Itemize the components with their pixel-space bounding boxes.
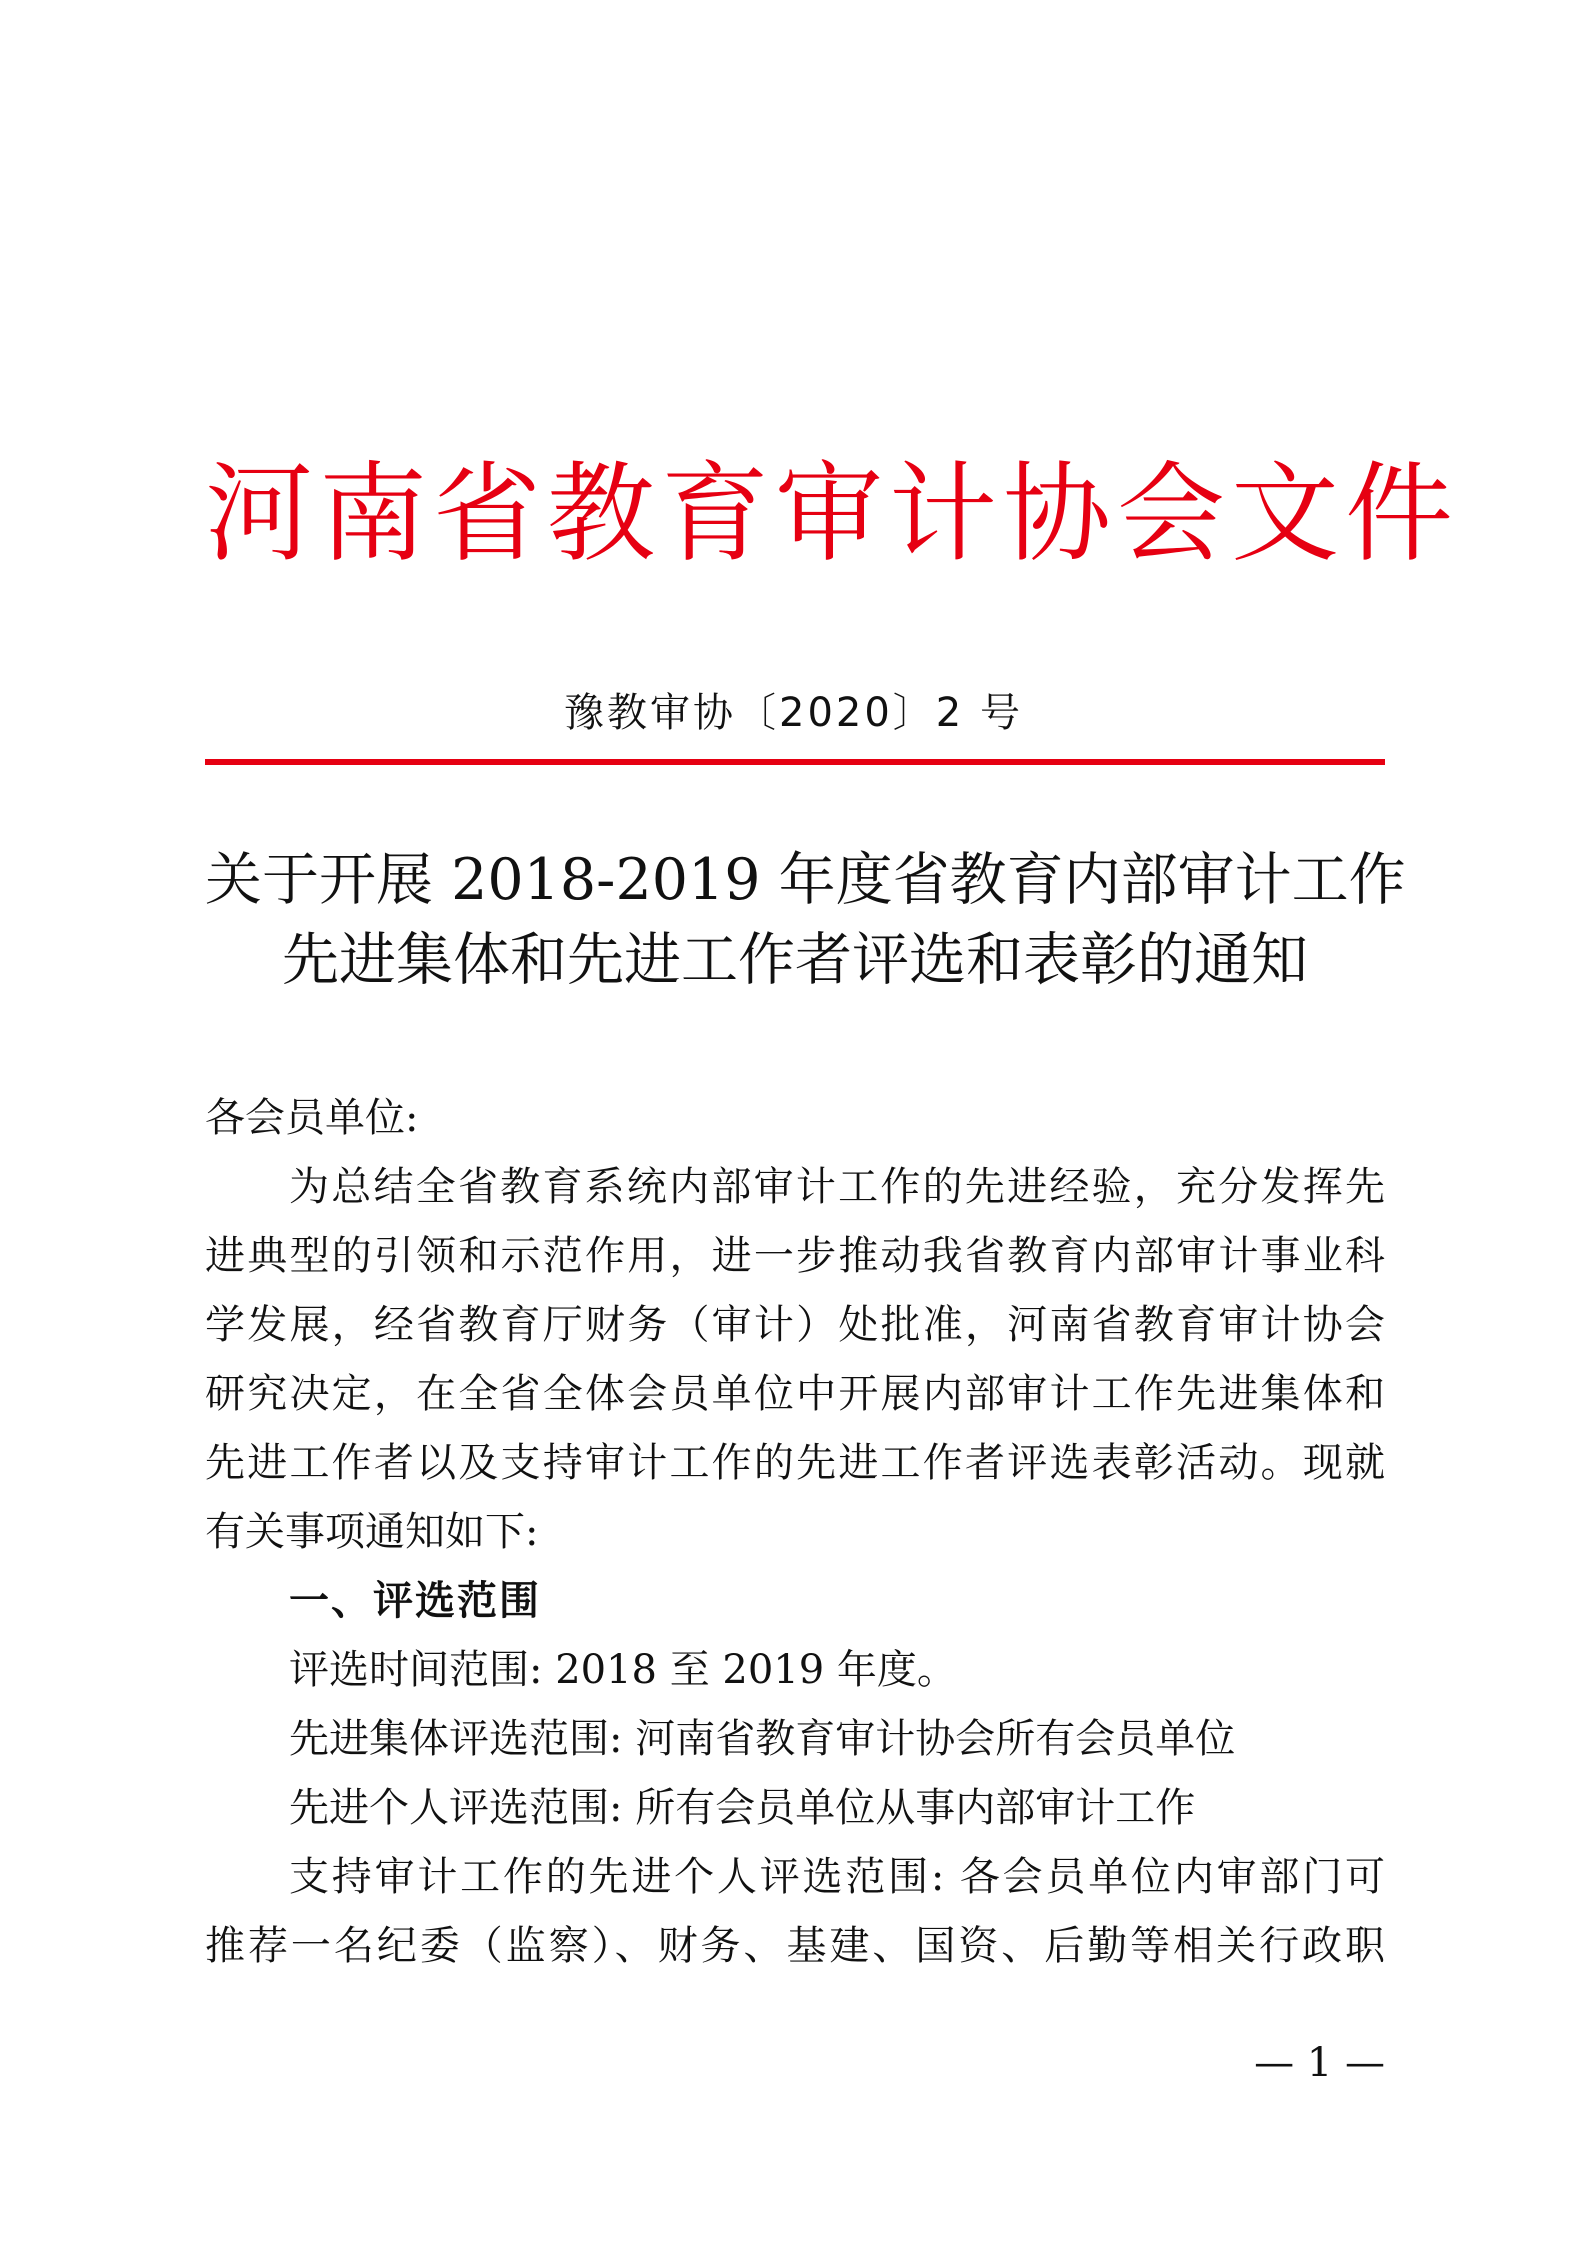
document-body: [205, 1084, 1385, 1981]
intro-paragraph-line-2: 进典型的引领和示范作用，进一步推动我省教育内部审计事业科: [205, 1233, 1385, 1279]
salutation: 各会员单位:: [205, 1095, 419, 1141]
red-divider-line: [205, 759, 1385, 765]
section-heading-scope: 一、评选范围: [289, 1578, 541, 1624]
intro-paragraph-line-3: 学发展，经省教育厅财务（审计）处批准，河南省教育审计协会: [205, 1302, 1385, 1348]
notice-title-line-2: 先进集体和先进工作者评选和表彰的通知: [282, 927, 1308, 993]
scope-support-line-1: 支持审计工作的先进个人评选范围: 各会员单位内审部门可: [289, 1854, 1385, 1900]
scope-collective: 先进集体评选范围: 河南省教育审计协会所有会员单位: [289, 1716, 1236, 1762]
scope-individual: 先进个人评选范围: 所有会员单位从事内部审计工作: [289, 1785, 1196, 1831]
intro-paragraph-line-5: 先进工作者以及支持审计工作的先进工作者评选表彰活动。现就: [205, 1440, 1385, 1486]
intro-paragraph-line-4: 研究决定，在全省全体会员单位中开展内部审计工作先进集体和: [205, 1371, 1385, 1417]
scope-support-line-2: 推荐一名纪委（监察）、财务、基建、国资、后勤等相关行政职: [205, 1923, 1385, 1969]
intro-paragraph-line-1: 为总结全省教育系统内部审计工作的先进经验，充分发挥先: [289, 1164, 1385, 1210]
document-number: 豫教审协〔2020〕2 号: [564, 690, 1023, 736]
page-number: — 1 —: [1254, 2040, 1385, 2086]
notice-title: [205, 840, 1406, 1000]
intro-paragraph-line-6: 有关事项通知如下:: [205, 1509, 539, 1555]
masthead-title: 河南省教育审计协会文件: [205, 452, 1460, 577]
scope-time-range: 评选时间范围: 2018 至 2019 年度。: [289, 1647, 957, 1693]
notice-title-line-1: 关于开展 2018-2019 年度省教育内部审计工作: [205, 847, 1406, 913]
